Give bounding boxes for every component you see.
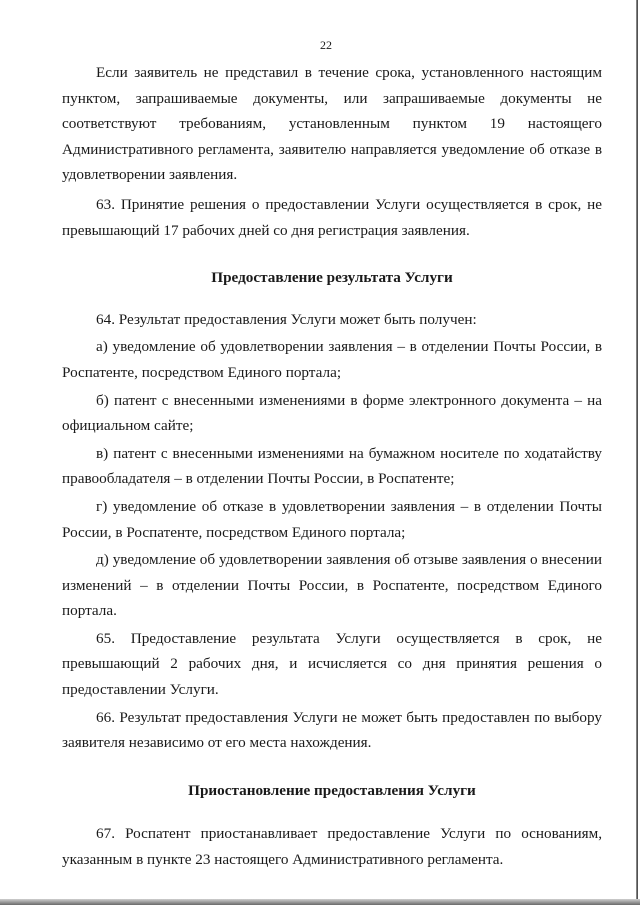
page-number: 22 — [320, 38, 332, 52]
paragraph-67: 67. Роспатент приостанавливает предоставление Услуги по основаниям, указанным в пункте 23 настоящего Административного регламента. — [62, 825, 602, 869]
paragraph-64: 64. Результат предоставления Услуги может быть получен: — [96, 310, 477, 328]
list-item-a: а) уведомление об удовлетворении заявления – в отделении Почты России, в Роспатенте, посредством Единого портала; — [62, 338, 602, 381]
section-heading-result: Предоставление результата Услуги — [211, 269, 453, 287]
paragraph-refusal-notice: Если заявитель не представил в течение срока, установленного настоящим пунктом, запрашиваемые документы, или запрашиваемые документы не соответствуют требованиям, установленным пунктом 19 настоящего Административного регламента, заявителю направляется уведомление об отказе в удовлетворении заявления. — [62, 64, 602, 184]
scan-edge-bottom — [0, 899, 640, 905]
list-item-v: в) патент с внесенными изменениями на бумажном носителе по ходатайству правообладателя – в отделении Почты России, в Роспатенте; — [62, 444, 602, 488]
list-item-b: б) патент с внесенными изменениями в форме электронного документа – на официальном сайте; — [62, 391, 602, 435]
paragraph-66: 66. Результат предоставления Услуги не может быть предоставлен по выбору заявителя независимо от его места нахождения. — [62, 708, 602, 752]
scan-edge-right — [636, 0, 638, 905]
list-item-g: г) уведомление об отказе в удовлетворении заявления – в отделении Почты России, в Роспатенте, посредством Единого портала; — [62, 497, 602, 541]
list-item-d: д) уведомление об удовлетворении заявления об отзыве заявления о внесении изменений – в отделении Почты России, в Роспатенте, посредством Единого портала. — [62, 551, 602, 620]
document-body — [62, 60, 602, 873]
paragraph-63: 63. Принятие решения о предоставлении Услуги осуществляется в срок, не превышающий 17 рабочих дней со дня регистрация заявления. — [62, 195, 602, 239]
paragraph-65: 65. Предоставление результата Услуги осуществляется в срок, не превышающий 2 рабочих дня, и исчисляется со дня принятия решения о предоставлении Услуги. — [62, 629, 602, 699]
section-heading-suspension: Приостановление предоставления Услуги — [188, 781, 476, 799]
